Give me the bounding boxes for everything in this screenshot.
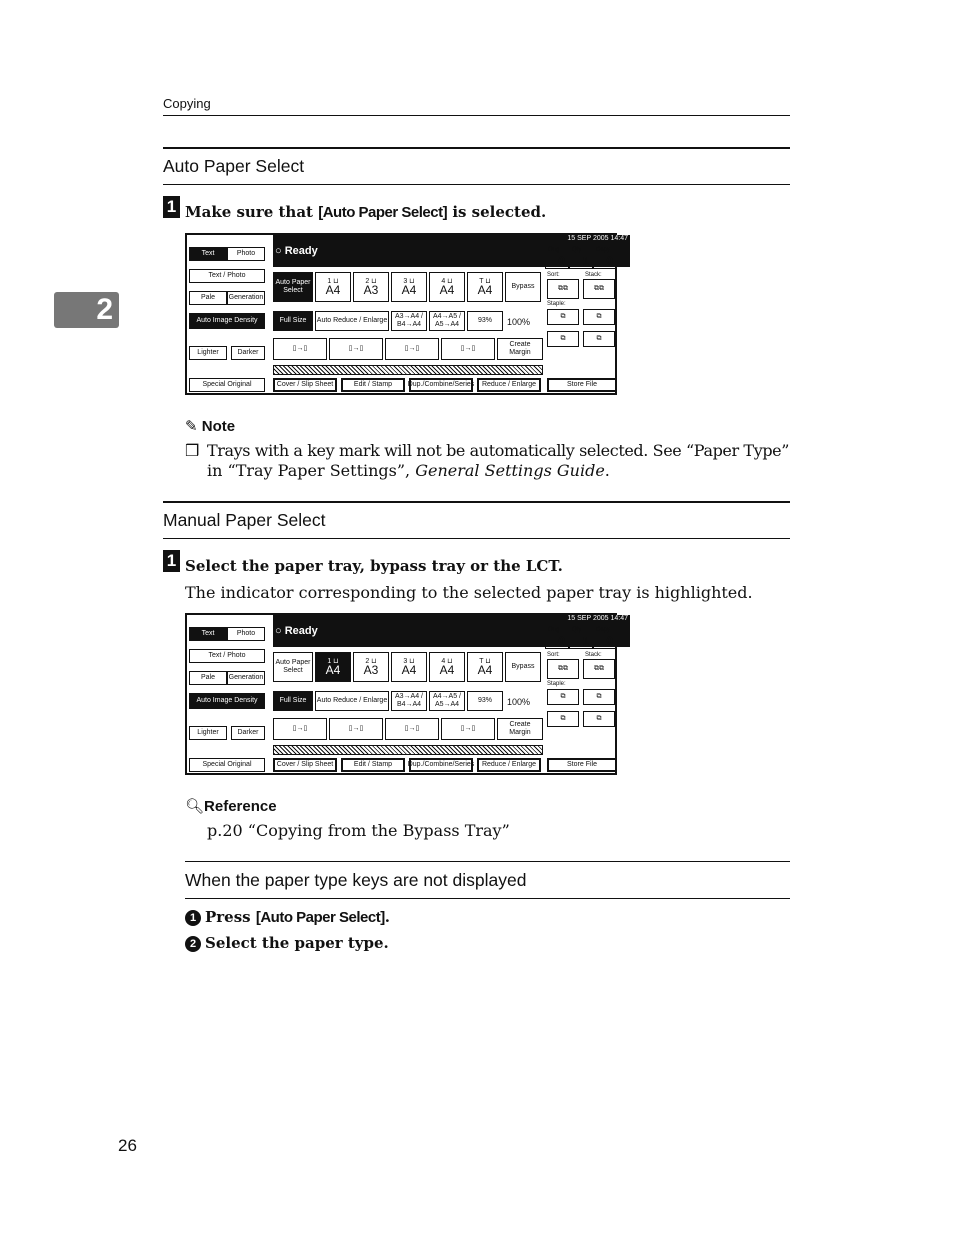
tray-4-label: 4 ⊔ A4 — [439, 277, 455, 297]
ratio-preset-3-button[interactable]: 93% — [467, 311, 503, 331]
copier-panel-manual — [185, 613, 628, 775]
photo-mode-button[interactable]: Photo — [227, 247, 265, 261]
reduce-enlarge-button[interactable]: Reduce / Enlarge — [477, 758, 541, 772]
text-mode-button[interactable]: Text — [189, 627, 227, 641]
section-rule-top-manual — [163, 501, 790, 503]
create-margin-button[interactable]: Create Margin — [497, 718, 543, 740]
sort-label: Sort: — [547, 272, 560, 278]
header-rule — [163, 115, 790, 116]
copy-counter: Copy 0 — [593, 245, 617, 269]
cover-slip-button[interactable]: Cover / Slip Sheet — [273, 758, 337, 772]
staple-2-button[interactable]: ⧉ — [583, 689, 615, 705]
ready-status: ○ Ready — [275, 625, 318, 637]
text-photo-mode-button[interactable]: Text / Photo — [189, 649, 265, 663]
tray-2-button[interactable] — [353, 272, 389, 302]
tray-2-label: 2 ⊔ A3 — [363, 657, 379, 677]
lighter-button[interactable]: Lighter — [189, 726, 227, 740]
step-instruction-manual: Select the paper tray, bypass tray or the LCT. — [185, 557, 563, 575]
darker-button[interactable]: Darker — [231, 726, 265, 740]
duplex-2-button[interactable]: ▯→▯ — [329, 338, 383, 360]
dup-combine-button[interactable]: Dup./Combine/Series — [409, 378, 473, 392]
tray-lct-button[interactable] — [467, 272, 503, 302]
combine-button[interactable]: ▯→▯ — [385, 718, 439, 740]
running-header: Copying — [163, 96, 211, 111]
series-button[interactable]: ▯→▯ — [441, 338, 495, 360]
section-rule-top — [163, 147, 790, 149]
stack-label: Stack: — [585, 272, 602, 278]
note-heading: ✎ Note — [185, 418, 236, 435]
generation-mode-button[interactable]: Generation — [227, 291, 265, 305]
tray-1-label: 1 ⊔ A4 — [325, 657, 341, 677]
stack-button[interactable]: ⧉⧉ — [583, 659, 615, 679]
section-rule-bottom — [163, 184, 790, 185]
sort-button[interactable]: ⧉⧉ — [547, 279, 579, 299]
tray-2-label: 2 ⊔ A3 — [363, 277, 379, 297]
chapter-number: 2 — [96, 293, 113, 326]
edit-stamp-button[interactable]: Edit / Stamp — [341, 758, 405, 772]
staple-4-button[interactable]: ⧉ — [583, 711, 615, 727]
auto-paper-select-button[interactable]: Auto Paper Select — [273, 272, 313, 302]
dup-combine-button[interactable]: Dup./Combine/Series — [409, 758, 473, 772]
series-button[interactable]: ▯→▯ — [441, 718, 495, 740]
subsection-title: When the paper type keys are not displayed — [185, 870, 527, 890]
edit-stamp-button[interactable]: Edit / Stamp — [341, 378, 405, 392]
tray-3-button[interactable] — [391, 272, 427, 302]
circled-number: 1 — [185, 910, 201, 926]
step-number-box: 1 — [163, 196, 180, 218]
auto-density-button[interactable]: Auto Image Density — [189, 693, 265, 709]
create-margin-button[interactable]: Create Margin — [497, 338, 543, 360]
stack-label: Stack: — [585, 652, 602, 658]
staple-3-button[interactable]: ⧉ — [547, 331, 579, 347]
store-file-button[interactable]: Store File — [547, 378, 617, 392]
stack-button[interactable]: ⧉⧉ — [583, 279, 615, 299]
page-number: 26 — [118, 1136, 137, 1155]
photo-mode-button[interactable]: Photo — [227, 627, 265, 641]
reference-link[interactable]: p.20 “Copying from the Bypass Tray” — [207, 821, 510, 840]
staple-label: Staple: — [547, 301, 566, 307]
ratio-preset-1-button[interactable]: A3→A4 / B4→A4 — [391, 311, 427, 331]
tray-4-label: 4 ⊔ A4 — [439, 657, 455, 677]
pattern-strip — [273, 745, 543, 755]
chapter-tab — [54, 292, 119, 328]
staple-3-button[interactable]: ⧉ — [547, 711, 579, 727]
ratio-value: 100% — [507, 317, 531, 327]
tray-3-button[interactable] — [391, 652, 427, 682]
note-text-line2: in “Tray Paper Settings”, General Settings Guide. — [207, 461, 610, 480]
substep-1: 1 Press [Auto Paper Select]. — [185, 908, 390, 926]
staple-1-button[interactable]: ⧉ — [547, 689, 579, 705]
duplex-2-button[interactable]: ▯→▯ — [329, 718, 383, 740]
date-time: 15 SEP 2005 14:47 — [567, 235, 628, 242]
staple-4-button[interactable]: ⧉ — [583, 331, 615, 347]
orig-counter: Orig 0 — [545, 625, 569, 649]
tray-2-button[interactable] — [353, 652, 389, 682]
bypass-button[interactable]: Bypass — [505, 652, 541, 682]
ready-status: ○ Ready — [275, 245, 318, 257]
tray-3-label: 3 ⊔ A4 — [401, 657, 417, 677]
qty-counter: Qty 1 — [569, 245, 593, 269]
step-description-manual: The indicator corresponding to the selected paper tray is highlighted. — [185, 583, 753, 602]
tray-3-label: 3 ⊔ A4 — [401, 277, 417, 297]
staple-label: Staple: — [547, 681, 566, 687]
tray-4-button[interactable] — [429, 272, 465, 302]
note-pencil-icon: ✎ — [185, 418, 198, 435]
ratio-preset-2-button[interactable]: A4→A5 / A5→A4 — [429, 311, 465, 331]
orig-counter: Orig 0 — [545, 245, 569, 269]
tray-1-button[interactable] — [315, 652, 351, 682]
circled-number: 2 — [185, 936, 201, 952]
section-title-auto: Auto Paper Select — [163, 156, 305, 176]
lighter-button[interactable]: Lighter — [189, 346, 227, 360]
bypass-button[interactable]: Bypass — [505, 272, 541, 302]
tray-lct-label: T ⊔ A4 — [477, 277, 493, 297]
generation-mode-button[interactable]: Generation — [227, 671, 265, 685]
sort-button[interactable]: ⧉⧉ — [547, 659, 579, 679]
cover-slip-button[interactable]: Cover / Slip Sheet — [273, 378, 337, 392]
staple-2-button[interactable]: ⧉ — [583, 309, 615, 325]
reference-heading: 🔍︎Reference — [185, 798, 277, 815]
pale-mode-button[interactable]: Pale — [189, 291, 227, 305]
note-text-line1: Trays with a key mark will not be automatically selected. See “Paper Type” — [207, 441, 790, 460]
auto-reduce-enlarge-button[interactable]: Auto Reduce / Enlarge — [315, 691, 389, 711]
substep-2: 2 Select the paper type. — [185, 934, 389, 952]
subsection-rule-bottom — [185, 898, 790, 899]
step-instruction: Make sure that [Auto Paper Select] is selected. — [185, 203, 547, 221]
special-original-button[interactable]: Special Original — [189, 758, 265, 772]
pale-mode-button[interactable]: Pale — [189, 671, 227, 685]
tray-lct-label: T ⊔ A4 — [477, 657, 493, 677]
full-size-button[interactable]: Full Size — [273, 691, 313, 711]
section-rule-bottom-manual — [163, 538, 790, 539]
darker-button[interactable]: Darker — [231, 346, 265, 360]
date-time: 15 SEP 2005 14:47 — [567, 615, 628, 622]
special-original-button[interactable]: Special Original — [189, 378, 265, 392]
auto-paper-select-button[interactable]: Auto Paper Select — [273, 652, 313, 682]
duplex-1-button[interactable]: ▯→▯ — [273, 338, 327, 360]
text-photo-mode-button[interactable]: Text / Photo — [189, 269, 265, 283]
qty-counter: Qty 1 — [569, 625, 593, 649]
reduce-enlarge-button[interactable]: Reduce / Enlarge — [477, 378, 541, 392]
staple-1-button[interactable]: ⧉ — [547, 309, 579, 325]
store-file-button[interactable]: Store File — [547, 758, 617, 772]
subsection-rule-top — [185, 861, 790, 862]
tray-4-button[interactable] — [429, 652, 465, 682]
sort-label: Sort: — [547, 652, 560, 658]
ratio-value: 100% — [507, 697, 531, 707]
tray-1-label: 1 ⊔ A4 — [325, 277, 341, 297]
copier-panel-auto — [185, 233, 628, 395]
auto-reduce-enlarge-button[interactable]: Auto Reduce / Enlarge — [315, 311, 389, 331]
note-bullet: ❒ — [185, 441, 200, 460]
ratio-preset-3-button[interactable]: 93% — [467, 691, 503, 711]
tray-1-button[interactable] — [315, 272, 351, 302]
section-title-manual: Manual Paper Select — [163, 510, 326, 530]
combine-button[interactable]: ▯→▯ — [385, 338, 439, 360]
copy-counter: Copy 0 — [593, 625, 617, 649]
step-number-box-manual: 1 — [163, 550, 180, 572]
full-size-button[interactable]: Full Size — [273, 311, 313, 331]
magnifier-icon: 🔍︎ — [185, 798, 205, 815]
key-name: [Auto Paper Select] — [318, 204, 448, 221]
text-mode-button[interactable]: Text — [189, 247, 227, 261]
duplex-1-button[interactable]: ▯→▯ — [273, 718, 327, 740]
ratio-preset-1-button[interactable]: A3→A4 / B4→A4 — [391, 691, 427, 711]
tray-lct-button[interactable] — [467, 652, 503, 682]
pattern-strip — [273, 365, 543, 375]
ratio-preset-2-button[interactable]: A4→A5 / A5→A4 — [429, 691, 465, 711]
auto-density-button[interactable]: Auto Image Density — [189, 313, 265, 329]
